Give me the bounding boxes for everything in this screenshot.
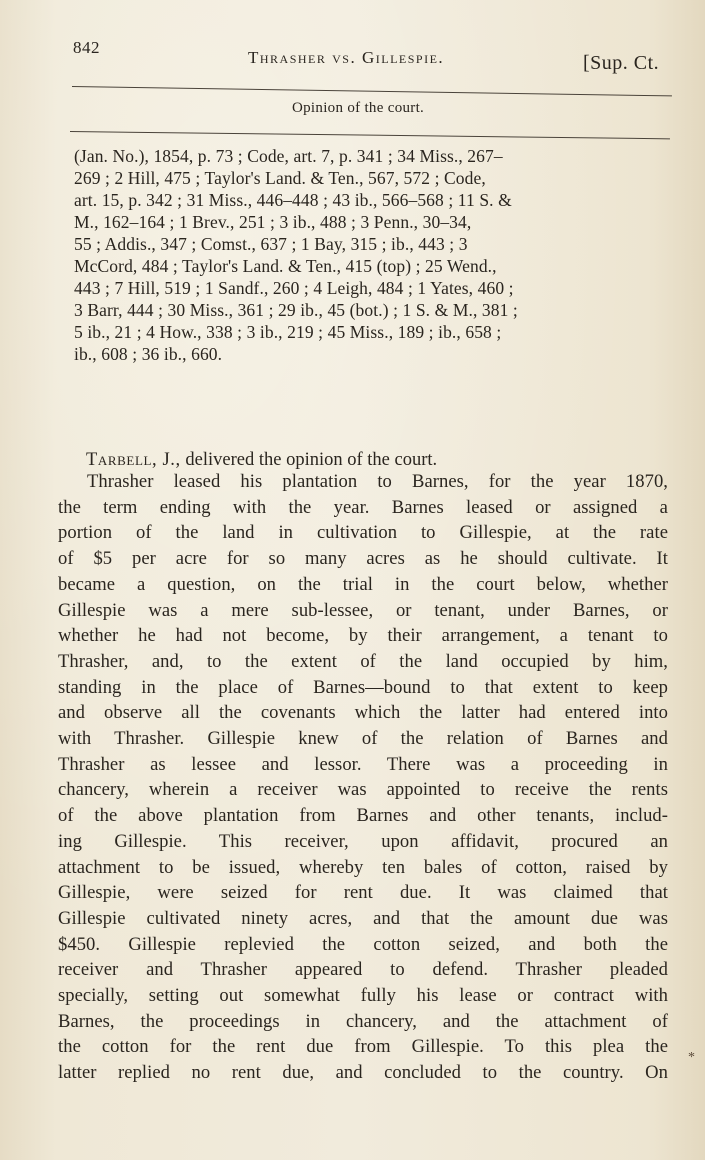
body-line: receiver and Thrasher appeared to defend. Thrasher pleaded: [58, 959, 668, 981]
body-line: and observe all the covenants which the latter had entered into: [58, 702, 668, 724]
body-line: chancery, wherein a receiver was appointed to receive the rents: [58, 779, 668, 801]
body-line: Gillespie, were seized for rent due. It was claimed that: [58, 882, 668, 904]
running-title: Thrasher vs. Gillespie.: [248, 48, 445, 67]
citation-line: ib., 608 ; 36 ib., 660.: [74, 344, 223, 364]
caption-rule: [70, 131, 670, 139]
body-line: whether he had not become, by their arrangement, a tenant to: [58, 625, 668, 647]
body-line: Thrasher as lessee and lessor. There was a proceeding in: [58, 753, 668, 775]
body-line: Gillespie was a mere sub-lessee, or tenant, under Barnes, or: [58, 599, 668, 621]
margin-asterisk: *: [688, 1050, 695, 1065]
body-line: attachment to be issued, whereby ten bales of cotton, raised by: [58, 856, 668, 878]
citation-line: art. 15, p. 342 ; 31 Miss., 446–448 ; 43 ib., 566–568 ; 11 S. &: [74, 190, 512, 210]
page-header: [70, 38, 680, 78]
body-line: latter replied no rent due, and concluded to the country. On: [58, 1062, 668, 1084]
body-line: the term ending with the year. Barnes leased or assigned a: [58, 496, 668, 518]
body-line: specially, setting out somewhat fully his lease or contract with: [58, 985, 668, 1007]
body-line: Gillespie cultivated ninety acres, and that the amount due was: [58, 907, 668, 929]
citation-line: 269 ; 2 Hill, 475 ; Taylor's Land. & Ten., 567, 572 ; Code,: [74, 168, 486, 188]
header-rule: [72, 86, 672, 96]
body-line: became a question, on the trial in the court below, whether: [58, 573, 668, 595]
citation-line: 55 ; Addis., 347 ; Comst., 637 ; 1 Bay, 315 ; ib., 443 ; 3: [74, 234, 468, 254]
court-reference: [Sup. Ct.: [583, 52, 660, 74]
body-line: the cotton for the rent due from Gillespie. To this plea the: [58, 1036, 668, 1058]
citation-line: M., 162–164 ; 1 Brev., 251 ; 3 ib., 488 ; 3 Penn., 30–34,: [74, 212, 472, 232]
body-line: $450. Gillespie replevied the cotton seized, and both the: [58, 933, 668, 955]
citation-line: 443 ; 7 Hill, 519 ; 1 Sandf., 260 ; 4 Leigh, 484 ; 1 Yates, 460 ;: [74, 278, 514, 298]
body-line: standing in the place of Barnes—bound to that extent to keep: [58, 676, 668, 698]
citation-block: [74, 145, 684, 365]
body-line: portion of the land in cultivation to Gillespie, at the rate: [58, 522, 668, 544]
citation-line: 3 Barr, 444 ; 30 Miss., 361 ; 29 ib., 45 (bot.) ; 1 S. & M., 381 ;: [74, 300, 518, 320]
body-line: of the above plantation from Barnes and other tenants, includ-: [58, 805, 668, 827]
citation-line: 5 ib., 21 ; 4 How., 338 ; 3 ib., 219 ; 45 Miss., 189 ; ib., 658 ;: [74, 322, 502, 342]
body-line: Thrasher leased his plantation to Barnes, for the year 1870,: [87, 471, 668, 492]
opinion-body: [58, 469, 668, 1086]
section-caption: Opinion of the court.: [292, 100, 425, 116]
body-line: Barnes, the proceedings in chancery, and the attachment of: [58, 1010, 668, 1032]
body-line: ing Gillespie. This receiver, upon affidavit, procured an: [58, 830, 668, 852]
page-number: 842: [73, 38, 100, 57]
body-line: with Thrasher. Gillespie knew of the relation of Barnes and: [58, 728, 668, 750]
body-line: Thrasher, and, to the extent of the land occupied by him,: [58, 650, 668, 672]
citation-line: (Jan. No.), 1854, p. 73 ; Code, art. 7, p. 341 ; 34 Miss., 267–: [74, 146, 503, 166]
citation-line: McCord, 484 ; Taylor's Land. & Ten., 415 (top) ; 25 Wend.,: [74, 256, 497, 276]
body-line: of $5 per acre for so many acres as he should cultivate. It: [58, 548, 668, 570]
opinion-lead-text: delivered the opinion of the court.: [180, 450, 438, 470]
judge-name: Tarbell, J.,: [86, 450, 181, 470]
